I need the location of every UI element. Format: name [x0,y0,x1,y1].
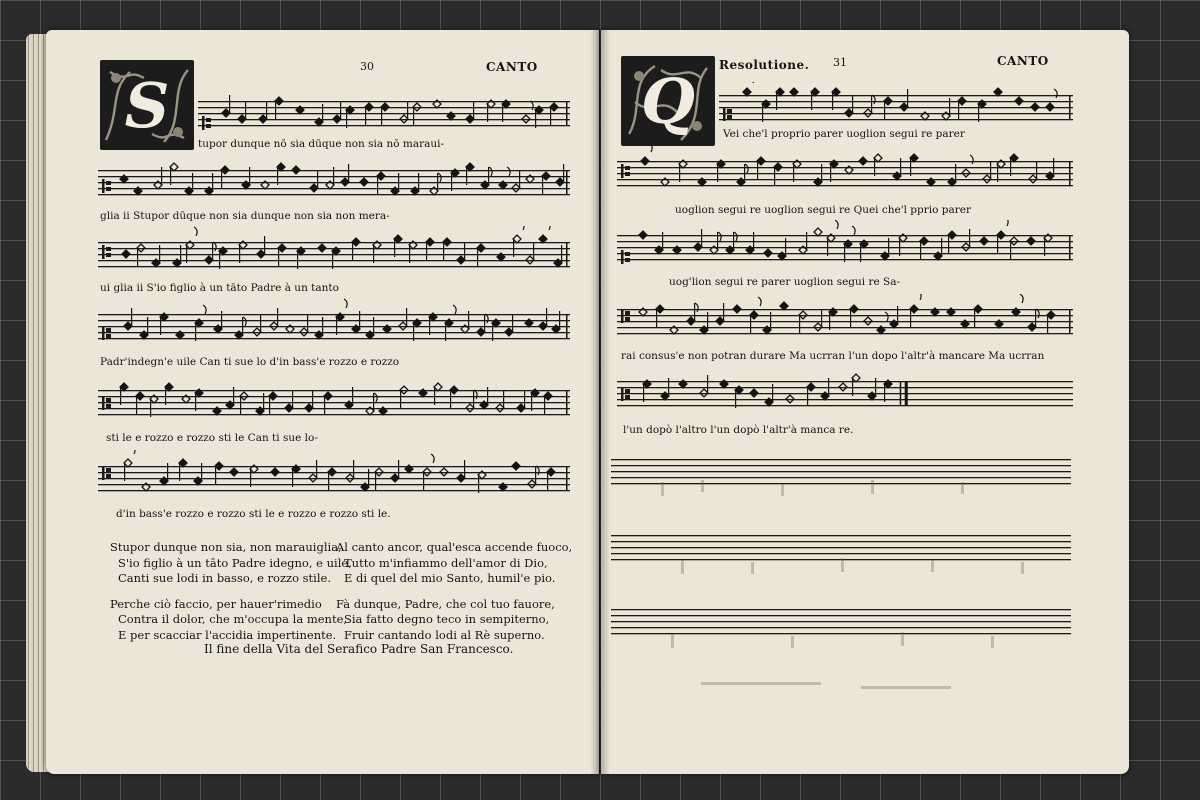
lyric-line: uoglion segui re uoglion segui re Quei che'l pprio parer [675,204,972,216]
verse-line: E per scacciar l'accidia impertinente. [118,627,337,642]
verse-line: Contra il dolor, che m'occupa la mente, [118,612,348,626]
decorated-initial-s [100,60,194,150]
page-number: 31 [833,56,847,69]
verse-column-left [110,540,352,643]
verse-column-right [336,540,572,643]
music-staff [617,146,1073,200]
initial-letter: Q [640,64,695,138]
music-staff [98,298,570,354]
music-staff [98,450,570,506]
decorated-initial-q [621,56,715,146]
lyric-line: ui glia ii S'io figlio à un tāto Padre à un tanto [100,282,339,294]
lyric-line: tupor dunque nō sia dūque non sia nō maraui- [198,138,445,150]
right-page [601,30,1129,774]
verse-line: Perche ciò faccio, per hauer'rimedio [110,596,322,611]
music-staff [719,82,1073,132]
lyric-line: rai consus'e non potran durare Ma ucrran l'un dopo l'altr'à mancare Ma ucrran [621,350,1045,362]
music-staff [198,88,570,138]
lyric-line: d'in bass'e rozzo e rozzo sti le e rozzo e rozzo sti le. [116,508,391,520]
left-page [46,30,599,774]
book-gutter [590,30,610,774]
music-staff [98,154,570,210]
initial-letter: S [124,68,170,142]
verse-line: E di quel del mio Santo, humil'e pio. [344,571,556,585]
verse-line: Al canto ancor, qual'esca accende fuoco, [336,540,573,554]
voice-label: CANTO [486,60,538,74]
lyric-line: Padr'indegn'e uile Can ti sue lo d'in bass'e rozzo e rozzo [100,356,400,368]
verse-line: Fà dunque, Padre, che col tuo fauore, [336,596,555,611]
verse-line: Sia fatto degno teco in sempiterno, [344,612,550,626]
lyric-line: l'un dopò l'altro l'un dopò l'altr'à manca re. [623,424,854,436]
verse-line: Canti sue lodi in basso, e rozzo stile. [118,571,331,585]
music-staff-final [617,366,1073,420]
music-staff [617,294,1073,348]
show-through-texture [641,470,1071,710]
verse-line: Stupor dunque non sia, non marauiglia, [110,540,342,554]
music-staff [617,220,1073,274]
verse-line: Fruir cantando lodi al Rè superno. [344,627,545,642]
verse-line: Tutto m'infiammo dell'amor di Dio, [344,555,548,570]
music-staff [98,374,570,430]
section-title: Resolutione. [719,58,810,72]
music-staff [98,226,570,282]
verse-line: S'io figlio à un tāto Padre idegno, e uile, [118,555,352,570]
colophon: Il fine della Vita del Serafico Padre San Francesco. [204,642,514,656]
lyric-line: glia ii Stupor dūque non sia dunque non sia non mera- [100,210,390,222]
voice-label: CANTO [997,54,1049,68]
lyric-line: sti le e rozzo e rozzo sti le Can ti sue lo- [106,432,318,444]
page-number: 30 [360,60,374,73]
lyric-line: Vei che'l proprio parer uoglion segui re parer [723,128,965,140]
lyric-line: uog'lion segui re parer uoglion segui re Sa- [669,276,901,288]
